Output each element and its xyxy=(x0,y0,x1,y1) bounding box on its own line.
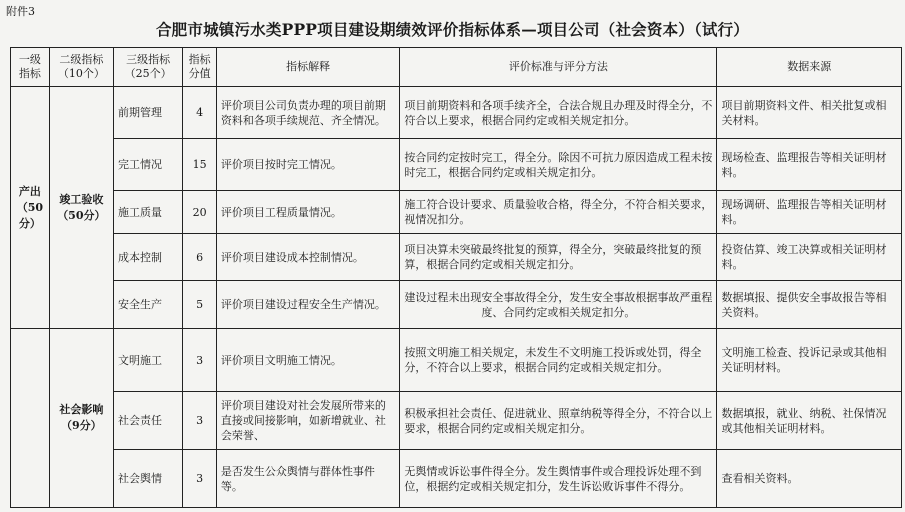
indicator-explanation: 评价项目工程质量情况。 xyxy=(216,191,400,234)
indicator-score: 15 xyxy=(183,139,217,191)
header-level1: 一级 指标 xyxy=(11,48,50,87)
indicator-explanation: 评价项目建设对社会发展所带来的直接或间接影响，如新增就业、社会荣誉、 xyxy=(216,392,400,450)
table-row xyxy=(11,234,902,281)
indicator-criteria: 建设过程未出现安全事故得全分，发生安全事故根据事故严重程度、合同约定或相关规定扣分。 xyxy=(400,281,717,329)
table-row xyxy=(11,392,902,450)
indicator-explanation: 是否发生公众舆情与群体性事件等。 xyxy=(216,450,400,508)
indicator-name: 完工情况 xyxy=(113,139,182,191)
indicator-score: 20 xyxy=(183,191,217,234)
indicator-name: 施工质量 xyxy=(113,191,182,234)
indicator-explanation: 评价项目文明施工情况。 xyxy=(216,329,400,392)
indicator-source: 项目前期资料文件、相关批复或相关材料。 xyxy=(717,87,902,139)
level2-completion-acceptance: 竣工验收 （50分） xyxy=(49,87,113,329)
table-row xyxy=(11,191,902,234)
header-row xyxy=(11,48,902,87)
indicator-score: 3 xyxy=(183,450,217,508)
indicator-criteria: 施工符合设计要求、质量验收合格，得全分，不符合相关要求，视情况扣分。 xyxy=(400,191,717,234)
indicator-score: 6 xyxy=(183,234,217,281)
indicator-name: 成本控制 xyxy=(113,234,182,281)
level1-blank xyxy=(11,329,50,508)
attachment-label: 附件3 xyxy=(6,5,35,18)
indicator-explanation: 评价项目公司负责办理的项目前期资料和各项手续规范、齐全情况。 xyxy=(216,87,400,139)
table-row xyxy=(11,329,902,392)
indicator-explanation: 评价项目建设成本控制情况。 xyxy=(216,234,400,281)
table-row xyxy=(11,139,902,191)
indicator-name: 文明施工 xyxy=(113,329,182,392)
document-title: 合肥市城镇污水类PPP项目建设期绩效评价指标体系—项目公司（社会资本）（试行） xyxy=(155,20,750,39)
header-criteria: 评价标准与评分方法 xyxy=(400,48,717,87)
indicator-source: 数据填报，就业、纳税、社保情况或其他相关证明材料。 xyxy=(717,392,902,450)
indicator-criteria: 项目前期资料和各项手续齐全，合法合规且办理及时得全分，不符合以上要求，根据合同约定或相关规定扣分。 xyxy=(400,87,717,139)
indicator-source: 文明施工检查、投诉记录或其他相关证明材料。 xyxy=(717,329,902,392)
indicator-name: 社会责任 xyxy=(113,392,182,450)
indicator-source: 现场检查、监理报告等相关证明材料。 xyxy=(717,139,902,191)
indicator-name: 前期管理 xyxy=(113,87,182,139)
header-explanation: 指标解释 xyxy=(216,48,400,87)
indicator-criteria: 按合同约定按时完工，得全分。除因不可抗力原因造成工程未按时完工，根据合同约定或相关规定扣分。 xyxy=(400,139,717,191)
indicator-source: 现场调研、监理报告等相关证明材料。 xyxy=(717,191,902,234)
indicator-criteria: 按照文明施工相关规定，未发生不文明施工投诉或处罚，得全分，不符合以上要求，根据合同约定或相关规定扣分。 xyxy=(400,329,717,392)
table-row xyxy=(11,87,902,139)
header-score: 指标 分值 xyxy=(183,48,217,87)
indicator-criteria: 项目决算未突破最终批复的预算，得全分，突破最终批复的预算，根据合同约定或相关规定扣分。 xyxy=(400,234,717,281)
level2-social-impact: 社会影响 （9分） xyxy=(49,329,113,508)
indicator-explanation: 评价项目按时完工情况。 xyxy=(216,139,400,191)
indicator-score: 5 xyxy=(183,281,217,329)
indicator-name: 安全生产 xyxy=(113,281,182,329)
indicator-source: 查看相关资料。 xyxy=(717,450,902,508)
indicator-score: 3 xyxy=(183,392,217,450)
indicator-score: 3 xyxy=(183,329,217,392)
indicator-table xyxy=(10,47,902,508)
level1-output: 产出 （50 分） xyxy=(11,87,50,329)
table-row xyxy=(11,281,902,329)
indicator-source: 数据填报、提供安全事故报告等相关资料。 xyxy=(717,281,902,329)
table-row xyxy=(11,450,902,508)
indicator-source: 投资估算、竣工决算或相关证明材料。 xyxy=(717,234,902,281)
indicator-explanation: 评价项目建设过程安全生产情况。 xyxy=(216,281,400,329)
indicator-name: 社会舆情 xyxy=(113,450,182,508)
indicator-criteria: 积极承担社会责任、促进就业、照章纳税等得全分，不符合以上要求，根据合同约定或相关规定扣分。 xyxy=(400,392,717,450)
indicator-criteria: 无舆情或诉讼事件得全分。发生舆情事件或合理投诉处理不到位，根据约定或相关规定扣分，发生诉讼败诉事件不得分。 xyxy=(400,450,717,508)
indicator-score: 4 xyxy=(183,87,217,139)
header-level2: 二级指标 （10个） xyxy=(49,48,113,87)
header-level3: 三级指标 （25个） xyxy=(113,48,182,87)
header-source: 数据来源 xyxy=(717,48,902,87)
